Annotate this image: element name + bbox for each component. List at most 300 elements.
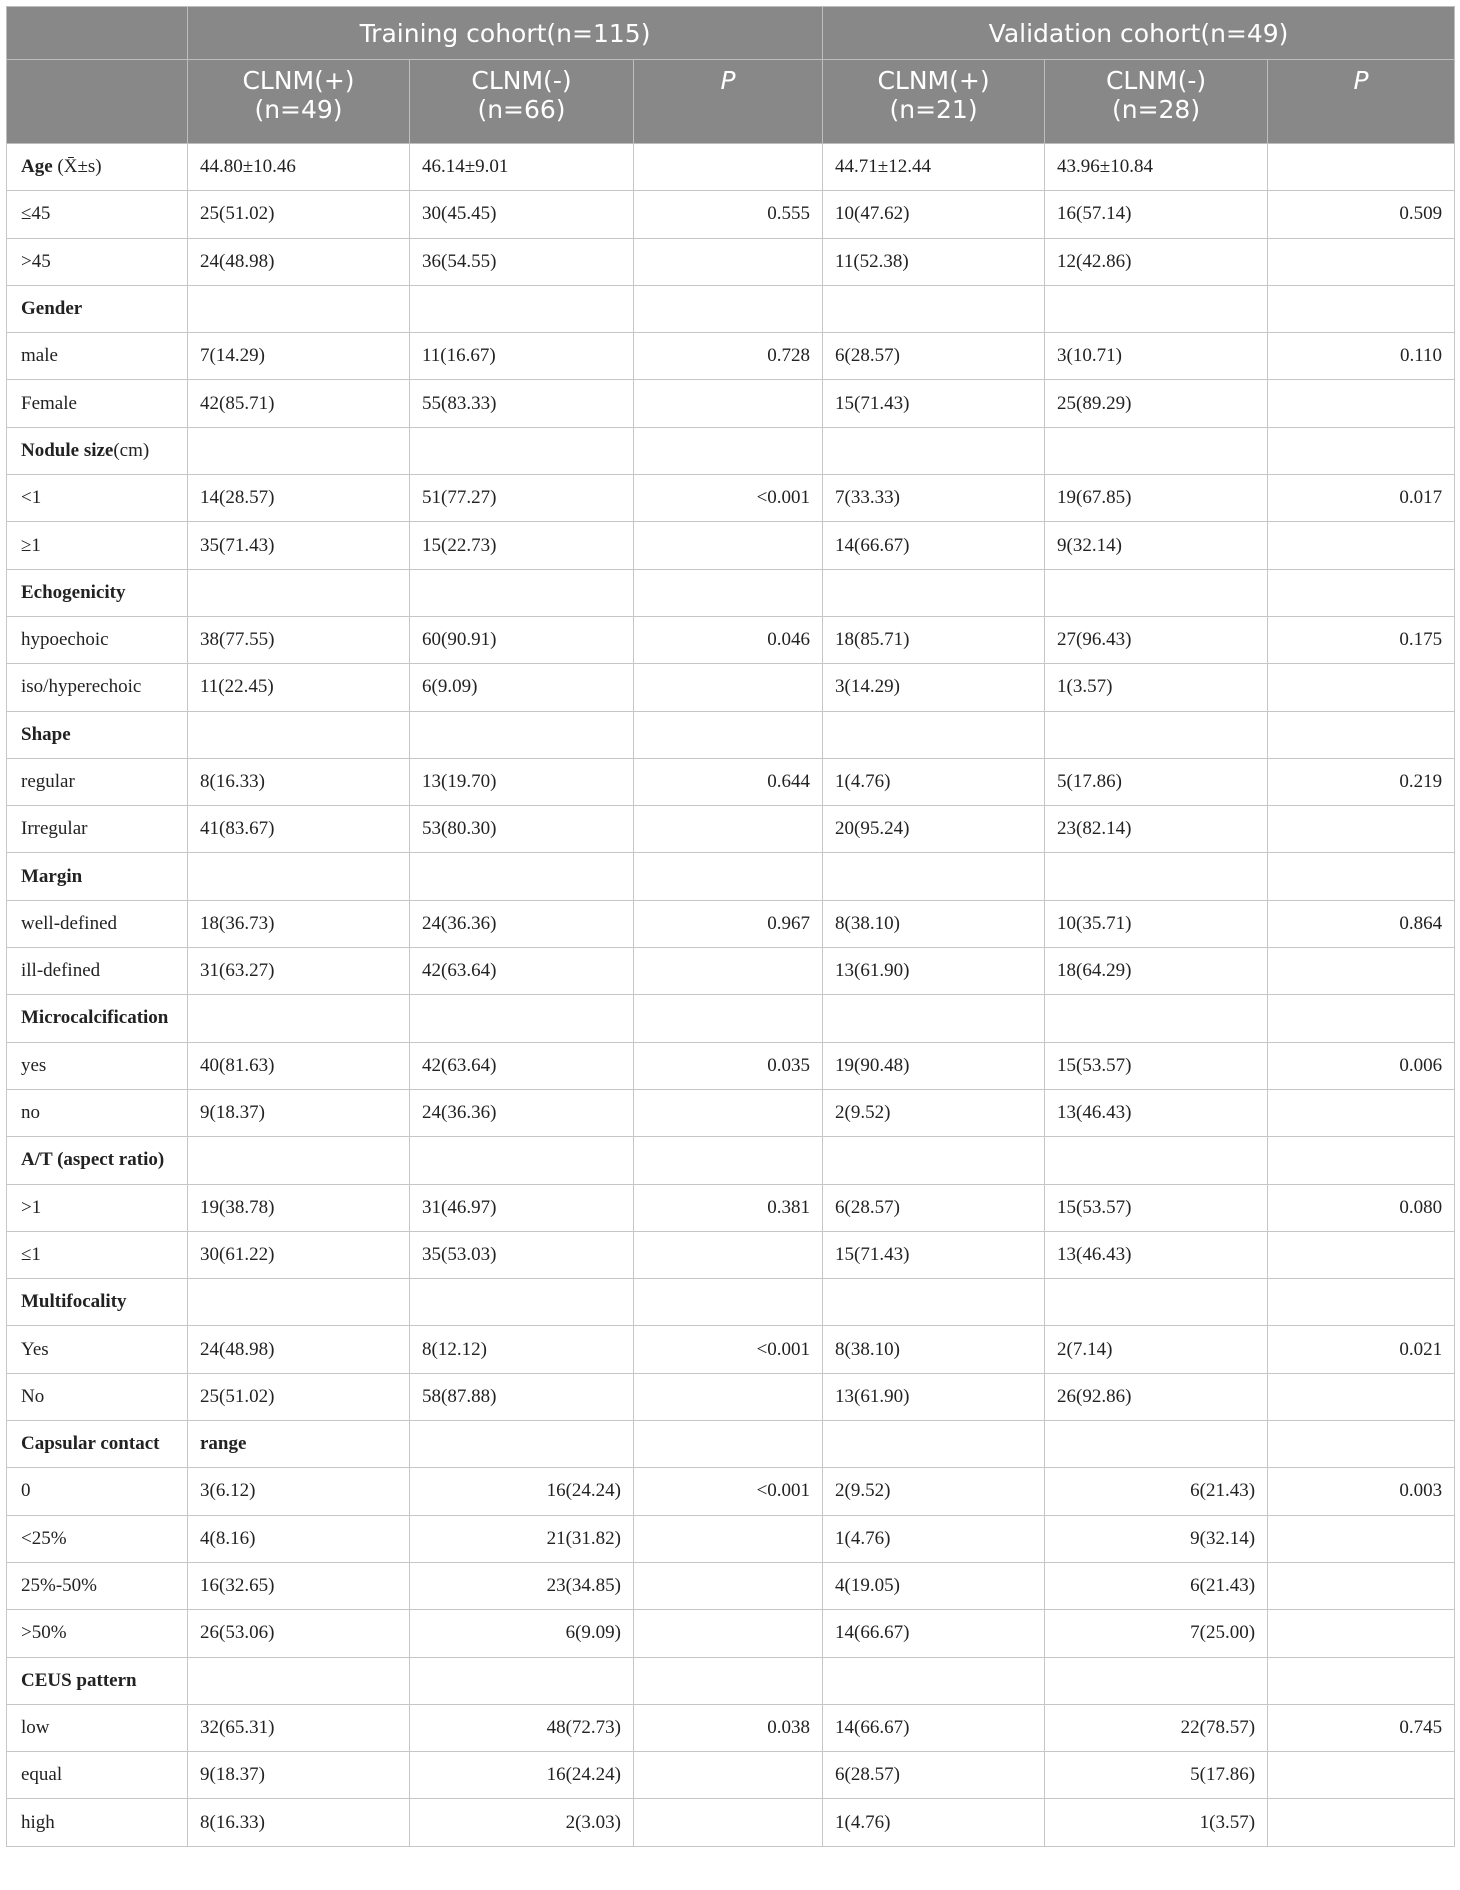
row-label xyxy=(7,1421,188,1468)
table-cell: 41(83.67) xyxy=(188,806,410,853)
row-label xyxy=(7,806,188,853)
table-group-row xyxy=(7,144,1455,191)
row-label-text: male xyxy=(21,345,58,367)
row-label-text: A/T (aspect ratio) xyxy=(21,1149,165,1171)
row-label xyxy=(7,1515,188,1562)
row-label xyxy=(7,144,188,191)
p-value-cell: <0.001 xyxy=(634,1326,823,1373)
header-corner-cell xyxy=(7,7,188,60)
p-value-cell xyxy=(634,1799,823,1846)
table-row xyxy=(7,333,1455,380)
header-corner-cell-2 xyxy=(7,60,188,144)
p-value-cell xyxy=(634,995,823,1042)
row-label xyxy=(7,995,188,1042)
row-label-text: Yes xyxy=(21,1338,49,1360)
table-cell: 25(51.02) xyxy=(188,191,410,238)
table-cell xyxy=(188,711,410,758)
p-value-cell xyxy=(1268,806,1455,853)
table-cell: range xyxy=(188,1421,410,1468)
p-value-cell xyxy=(1268,1373,1455,1420)
header-line: P xyxy=(1353,66,1369,95)
table-cell: 24(36.36) xyxy=(410,1089,634,1136)
row-label-text: ≤45 xyxy=(21,203,51,225)
p-value-cell xyxy=(1268,285,1455,332)
p-value-cell xyxy=(634,522,823,569)
table-cell xyxy=(410,1279,634,1326)
table-cell: 5(17.86) xyxy=(1045,1752,1268,1799)
table-cell xyxy=(188,1137,410,1184)
table-cell xyxy=(823,1657,1045,1704)
p-value-cell xyxy=(634,948,823,995)
table-cell xyxy=(823,1421,1045,1468)
table-group-row xyxy=(7,1279,1455,1326)
table-cell: 7(25.00) xyxy=(1045,1610,1268,1657)
table-cell: 30(61.22) xyxy=(188,1231,410,1278)
table-cell: 31(46.97) xyxy=(410,1184,634,1231)
p-value-cell xyxy=(634,1421,823,1468)
table-cell: 18(85.71) xyxy=(823,616,1045,663)
p-value-cell: 0.728 xyxy=(634,333,823,380)
table-cell: 13(46.43) xyxy=(1045,1089,1268,1136)
table-row xyxy=(7,1326,1455,1373)
table-cell: 24(48.98) xyxy=(188,238,410,285)
table-cell xyxy=(188,569,410,616)
table-group-row xyxy=(7,853,1455,900)
p-value-cell xyxy=(1268,144,1455,191)
p-value-cell xyxy=(634,664,823,711)
row-label-text: hypoechoic xyxy=(21,629,109,651)
p-value-cell: 0.555 xyxy=(634,191,823,238)
table-cell xyxy=(188,1279,410,1326)
table-row xyxy=(7,1184,1455,1231)
row-label-text: high xyxy=(21,1811,55,1833)
row-label-text: Gender xyxy=(21,298,83,320)
table-cell: 6(9.09) xyxy=(410,664,634,711)
table-row xyxy=(7,475,1455,522)
p-value-cell: 0.175 xyxy=(1268,616,1455,663)
header-line: P xyxy=(720,66,736,95)
row-label xyxy=(7,569,188,616)
table-cell xyxy=(823,1137,1045,1184)
header-row-sub xyxy=(7,60,1455,144)
row-label-text: Irregular xyxy=(21,818,88,840)
p-value-cell xyxy=(1268,1657,1455,1704)
table-cell: 58(87.88) xyxy=(410,1373,634,1420)
p-value-cell: <0.001 xyxy=(634,1468,823,1515)
p-value-cell: 0.021 xyxy=(1268,1326,1455,1373)
table-cell: 11(52.38) xyxy=(823,238,1045,285)
table-cell: 7(33.33) xyxy=(823,475,1045,522)
table-cell: 8(38.10) xyxy=(823,1326,1045,1373)
table-cell: 2(7.14) xyxy=(1045,1326,1268,1373)
row-label xyxy=(7,1799,188,1846)
p-value-cell xyxy=(634,285,823,332)
table-cell: 3(14.29) xyxy=(823,664,1045,711)
header-line: CLNM(-) xyxy=(1105,66,1207,95)
p-value-cell xyxy=(634,144,823,191)
row-label xyxy=(7,1184,188,1231)
p-value-cell xyxy=(1268,1421,1455,1468)
row-label xyxy=(7,853,188,900)
table-row xyxy=(7,191,1455,238)
p-value-cell xyxy=(1268,1610,1455,1657)
p-value-cell xyxy=(634,1279,823,1326)
table-cell xyxy=(410,995,634,1042)
row-label-text: <1 xyxy=(21,487,42,509)
table-row xyxy=(7,758,1455,805)
table-cell: 16(57.14) xyxy=(1045,191,1268,238)
row-label-text: no xyxy=(21,1102,40,1124)
table-cell xyxy=(1045,711,1268,758)
table-cell: 40(81.63) xyxy=(188,1042,410,1089)
row-label xyxy=(7,1704,188,1751)
table-row xyxy=(7,616,1455,663)
table-cell: 6(21.43) xyxy=(1045,1468,1268,1515)
table-cell: 3(6.12) xyxy=(188,1468,410,1515)
table-cell: 23(34.85) xyxy=(410,1562,634,1609)
row-label xyxy=(7,758,188,805)
table-cell: 6(28.57) xyxy=(823,333,1045,380)
row-label-text: yes xyxy=(21,1054,47,1076)
table-cell: 3(10.71) xyxy=(1045,333,1268,380)
table-cell xyxy=(410,427,634,474)
p-value-cell xyxy=(1268,1089,1455,1136)
table-cell: 9(18.37) xyxy=(188,1752,410,1799)
row-label xyxy=(7,1562,188,1609)
table-cell: 5(17.86) xyxy=(1045,758,1268,805)
row-label-text: equal xyxy=(21,1764,63,1786)
p-value-cell xyxy=(634,1373,823,1420)
table-cell: 15(71.43) xyxy=(823,380,1045,427)
table-header xyxy=(7,7,1455,144)
p-value-cell xyxy=(634,1089,823,1136)
row-label xyxy=(7,711,188,758)
table-cell: 2(3.03) xyxy=(410,1799,634,1846)
table-group-row xyxy=(7,569,1455,616)
p-value-cell: 0.080 xyxy=(1268,1184,1455,1231)
table-cell: 1(4.76) xyxy=(823,1515,1045,1562)
row-label-text: Capsular contact xyxy=(21,1433,160,1455)
table-body xyxy=(7,144,1455,1847)
p-value-cell xyxy=(1268,569,1455,616)
table-row xyxy=(7,664,1455,711)
table-cell xyxy=(188,853,410,900)
table-cell: 14(66.67) xyxy=(823,1610,1045,1657)
table-cell xyxy=(823,711,1045,758)
p-value-cell xyxy=(634,1562,823,1609)
table-cell: 1(3.57) xyxy=(1045,664,1268,711)
table-row xyxy=(7,1373,1455,1420)
header-line: (n=21) xyxy=(889,95,978,124)
table-cell: 9(18.37) xyxy=(188,1089,410,1136)
row-label-text: >50% xyxy=(21,1622,67,1644)
p-value-cell: 0.046 xyxy=(634,616,823,663)
table-cell: 1(4.76) xyxy=(823,758,1045,805)
table-cell: 22(78.57) xyxy=(1045,1704,1268,1751)
p-value-cell: 0.006 xyxy=(1268,1042,1455,1089)
header-line: CLNM(-) xyxy=(471,66,572,95)
row-label xyxy=(7,1468,188,1515)
table-cell: 15(53.57) xyxy=(1045,1184,1268,1231)
row-label xyxy=(7,616,188,663)
p-value-cell xyxy=(634,806,823,853)
row-label-text: No xyxy=(21,1385,45,1407)
row-label-text: ≤1 xyxy=(21,1243,41,1265)
training-clnm-pos-header xyxy=(188,60,410,144)
table-cell xyxy=(1045,285,1268,332)
table-cell: 38(77.55) xyxy=(188,616,410,663)
table-cell: 16(24.24) xyxy=(410,1468,634,1515)
table-group-row xyxy=(7,1657,1455,1704)
row-label-text: CEUS pattern xyxy=(21,1669,137,1691)
p-value-cell xyxy=(634,711,823,758)
p-value-cell xyxy=(634,1231,823,1278)
row-label xyxy=(7,1657,188,1704)
table-row xyxy=(7,380,1455,427)
row-label-suffix: (X̄±s) xyxy=(52,156,102,178)
p-value-cell xyxy=(1268,1752,1455,1799)
p-value-cell xyxy=(634,380,823,427)
p-value-cell: 0.219 xyxy=(1268,758,1455,805)
p-value-cell: <0.001 xyxy=(634,475,823,522)
table-cell: 11(22.45) xyxy=(188,664,410,711)
table-group-row xyxy=(7,1421,1455,1468)
table-cell xyxy=(823,853,1045,900)
table-cell: 24(48.98) xyxy=(188,1326,410,1373)
row-label xyxy=(7,1089,188,1136)
table-cell: 42(85.71) xyxy=(188,380,410,427)
row-label-text: <25% xyxy=(21,1527,67,1549)
table-cell: 24(36.36) xyxy=(410,900,634,947)
table-cell: 43.96±10.84 xyxy=(1045,144,1268,191)
header-line: CLNM(+) xyxy=(242,66,355,95)
table-cell xyxy=(823,1279,1045,1326)
table-container xyxy=(6,6,1454,1847)
table-cell: 19(38.78) xyxy=(188,1184,410,1231)
table-cell: 53(80.30) xyxy=(410,806,634,853)
p-value-cell xyxy=(1268,522,1455,569)
table-cell xyxy=(410,711,634,758)
row-label xyxy=(7,333,188,380)
table-row xyxy=(7,806,1455,853)
table-row xyxy=(7,1468,1455,1515)
table-cell: 44.80±10.46 xyxy=(188,144,410,191)
p-value-cell: 0.038 xyxy=(634,1704,823,1751)
table-cell: 10(47.62) xyxy=(823,191,1045,238)
row-label xyxy=(7,1042,188,1089)
p-value-cell xyxy=(1268,1137,1455,1184)
table-cell: 42(63.64) xyxy=(410,1042,634,1089)
table-cell: 4(19.05) xyxy=(823,1562,1045,1609)
table-cell: 31(63.27) xyxy=(188,948,410,995)
p-value-cell: 0.003 xyxy=(1268,1468,1455,1515)
p-value-cell xyxy=(1268,948,1455,995)
table-cell: 15(53.57) xyxy=(1045,1042,1268,1089)
table-cell: 14(28.57) xyxy=(188,475,410,522)
table-cell: 4(8.16) xyxy=(188,1515,410,1562)
table-row xyxy=(7,1799,1455,1846)
table-row xyxy=(7,1610,1455,1657)
table-group-row xyxy=(7,1137,1455,1184)
row-label xyxy=(7,1231,188,1278)
row-label xyxy=(7,1137,188,1184)
table-cell: 13(61.90) xyxy=(823,1373,1045,1420)
p-value-cell xyxy=(1268,995,1455,1042)
table-cell: 10(35.71) xyxy=(1045,900,1268,947)
row-label-text: Age xyxy=(21,156,53,178)
row-label-text: >45 xyxy=(21,250,51,272)
p-value-cell xyxy=(634,569,823,616)
table-group-row xyxy=(7,427,1455,474)
row-label-text: regular xyxy=(21,771,75,792)
table-cell: 13(46.43) xyxy=(1045,1231,1268,1278)
p-value-cell: 0.509 xyxy=(1268,191,1455,238)
p-value-cell xyxy=(1268,853,1455,900)
p-value-cell xyxy=(1268,238,1455,285)
row-label xyxy=(7,475,188,522)
table-row xyxy=(7,522,1455,569)
row-label xyxy=(7,522,188,569)
row-label-text: 25%-50% xyxy=(21,1575,97,1597)
table-cell: 30(45.45) xyxy=(410,191,634,238)
p-value-cell: 0.017 xyxy=(1268,475,1455,522)
table-cell: 25(51.02) xyxy=(188,1373,410,1420)
table-cell: 7(14.29) xyxy=(188,333,410,380)
p-value-cell xyxy=(1268,1231,1455,1278)
table-cell: 19(67.85) xyxy=(1045,475,1268,522)
p-value-cell: 0.110 xyxy=(1268,333,1455,380)
row-label-text: Margin xyxy=(21,865,83,887)
header-line: (n=28) xyxy=(1111,95,1201,124)
table-cell xyxy=(823,995,1045,1042)
table-cell: 42(63.64) xyxy=(410,948,634,995)
p-value-cell xyxy=(634,1610,823,1657)
p-value-cell xyxy=(1268,380,1455,427)
table-row xyxy=(7,900,1455,947)
table-cell: 16(32.65) xyxy=(188,1562,410,1609)
table-cell xyxy=(410,285,634,332)
table-cell: 23(82.14) xyxy=(1045,806,1268,853)
row-label-text: ≥1 xyxy=(21,534,41,556)
table-cell: 13(61.90) xyxy=(823,948,1045,995)
table-cell: 44.71±12.44 xyxy=(823,144,1045,191)
p-value-cell: 0.644 xyxy=(634,758,823,805)
table-cell xyxy=(410,569,634,616)
table-cell xyxy=(410,1137,634,1184)
p-value-cell xyxy=(1268,1562,1455,1609)
header-line: (n=49) xyxy=(254,95,343,124)
p-value-cell xyxy=(634,1137,823,1184)
table-cell xyxy=(410,1421,634,1468)
p-value-cell xyxy=(634,1752,823,1799)
row-label xyxy=(7,380,188,427)
header-line: CLNM(+) xyxy=(877,66,990,95)
p-value-cell: 0.967 xyxy=(634,900,823,947)
table-cell: 8(38.10) xyxy=(823,900,1045,947)
row-label-text: iso/hyperechoic xyxy=(21,676,142,698)
table-cell: 8(16.33) xyxy=(188,1799,410,1846)
validation-p-header xyxy=(1268,60,1455,144)
validation-clnm-neg-header xyxy=(1045,60,1268,144)
table-cell: 26(53.06) xyxy=(188,1610,410,1657)
p-value-cell: 0.864 xyxy=(1268,900,1455,947)
table-cell xyxy=(1045,1279,1268,1326)
p-value-cell: 0.035 xyxy=(634,1042,823,1089)
row-label-text: ill-defined xyxy=(21,960,101,982)
row-label xyxy=(7,948,188,995)
p-value-cell xyxy=(1268,711,1455,758)
row-label-text: Shape xyxy=(21,723,71,745)
cohort-comparison-table xyxy=(6,6,1455,1847)
table-row xyxy=(7,1231,1455,1278)
table-cell: 1(3.57) xyxy=(1045,1799,1268,1846)
validation-cohort-header: Validation cohort(n=49) xyxy=(823,7,1455,60)
table-cell xyxy=(823,569,1045,616)
p-value-cell xyxy=(1268,1515,1455,1562)
table-cell: 6(28.57) xyxy=(823,1752,1045,1799)
row-label xyxy=(7,285,188,332)
row-label xyxy=(7,664,188,711)
table-cell: 14(66.67) xyxy=(823,522,1045,569)
training-clnm-neg-header xyxy=(410,60,634,144)
table-cell: 8(16.33) xyxy=(188,758,410,805)
row-label xyxy=(7,427,188,474)
table-cell: 32(65.31) xyxy=(188,1704,410,1751)
table-cell xyxy=(1045,569,1268,616)
table-cell: 13(19.70) xyxy=(410,758,634,805)
table-cell: 6(9.09) xyxy=(410,1610,634,1657)
table-cell: 51(77.27) xyxy=(410,475,634,522)
table-cell xyxy=(1045,995,1268,1042)
row-label-text: Nodule size xyxy=(21,439,114,461)
row-label-text: Echogenicity xyxy=(21,581,126,603)
row-label xyxy=(7,1326,188,1373)
p-value-cell xyxy=(634,427,823,474)
p-value-cell xyxy=(1268,1799,1455,1846)
table-cell: 1(4.76) xyxy=(823,1799,1045,1846)
table-cell: 15(71.43) xyxy=(823,1231,1045,1278)
table-cell xyxy=(188,995,410,1042)
row-label-text: low xyxy=(21,1716,50,1738)
table-group-row xyxy=(7,995,1455,1042)
table-cell: 6(21.43) xyxy=(1045,1562,1268,1609)
table-cell: 60(90.91) xyxy=(410,616,634,663)
training-cohort-header: Training cohort(n=115) xyxy=(188,7,823,60)
table-cell xyxy=(188,1657,410,1704)
row-label-text: well-defined xyxy=(21,912,118,934)
row-label xyxy=(7,238,188,285)
table-cell: 14(66.67) xyxy=(823,1704,1045,1751)
table-cell: 25(89.29) xyxy=(1045,380,1268,427)
table-cell: 55(83.33) xyxy=(410,380,634,427)
table-cell: 12(42.86) xyxy=(1045,238,1268,285)
row-label xyxy=(7,1610,188,1657)
table-cell xyxy=(1045,427,1268,474)
training-p-header xyxy=(634,60,823,144)
table-cell: 8(12.12) xyxy=(410,1326,634,1373)
table-row xyxy=(7,1752,1455,1799)
table-cell: 35(71.43) xyxy=(188,522,410,569)
p-value-cell xyxy=(1268,427,1455,474)
table-cell: 11(16.67) xyxy=(410,333,634,380)
row-label-text: Multifocality xyxy=(21,1291,127,1313)
row-label-text: >1 xyxy=(21,1196,42,1218)
table-cell xyxy=(188,427,410,474)
table-row xyxy=(7,1704,1455,1751)
table-cell: 9(32.14) xyxy=(1045,1515,1268,1562)
row-label xyxy=(7,1279,188,1326)
p-value-cell xyxy=(634,1657,823,1704)
